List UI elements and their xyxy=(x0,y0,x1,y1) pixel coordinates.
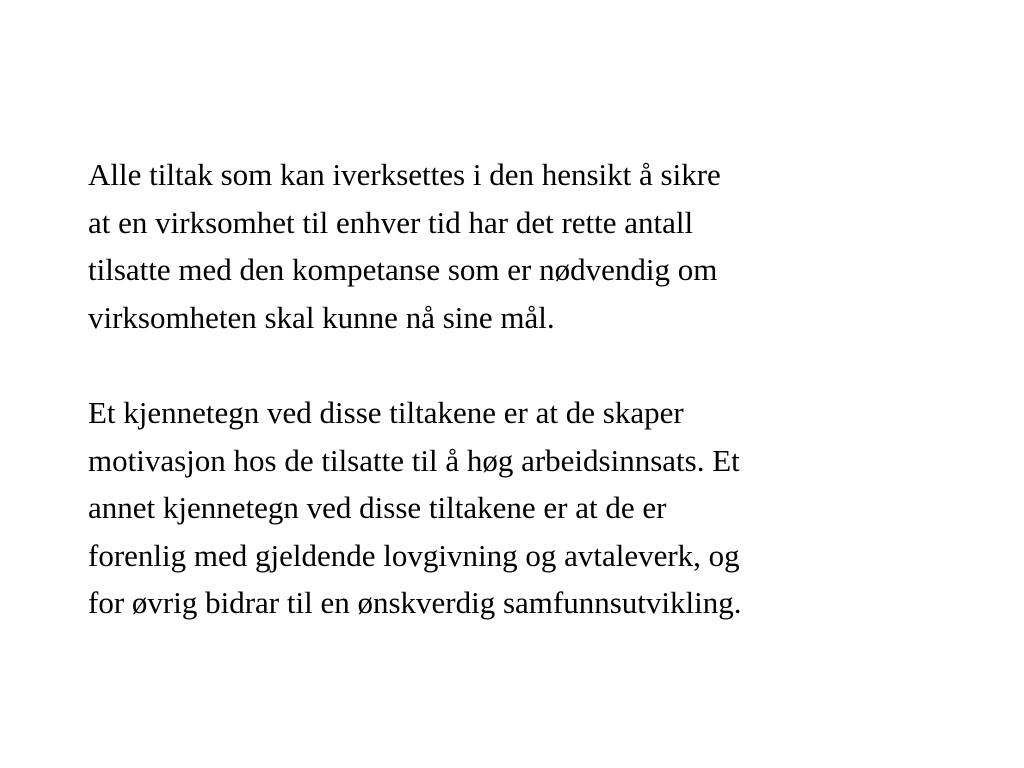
text-line: Alle tiltak som kan iverksettes i den hensikt å sikre xyxy=(88,157,721,192)
text-line: annet kjennetegn ved disse tiltakene er at de er xyxy=(88,490,667,525)
text-line: at en virksomhet til enhver tid har det rette antall xyxy=(88,204,694,240)
characteristics-paragraph xyxy=(88,389,948,627)
text-line: for øvrig bidrar til en ønskverdig samfunnsutvikling. xyxy=(88,585,742,620)
text-line: motivasjon hos de tilsatte til å høg arbeidsinnsats. Et xyxy=(88,442,740,478)
text-line: forenlig med gjeldende lovgivning og avtaleverk, og xyxy=(88,537,740,573)
text-line: tilsatte med den kompetanse som er nødvendig om xyxy=(88,252,718,287)
definition-paragraph xyxy=(88,151,948,341)
text-line: virksomheten skal kunne nå sine mål. xyxy=(88,299,555,335)
text-line: Et kjennetegn ved disse tiltakene er at de skaper xyxy=(88,395,684,430)
